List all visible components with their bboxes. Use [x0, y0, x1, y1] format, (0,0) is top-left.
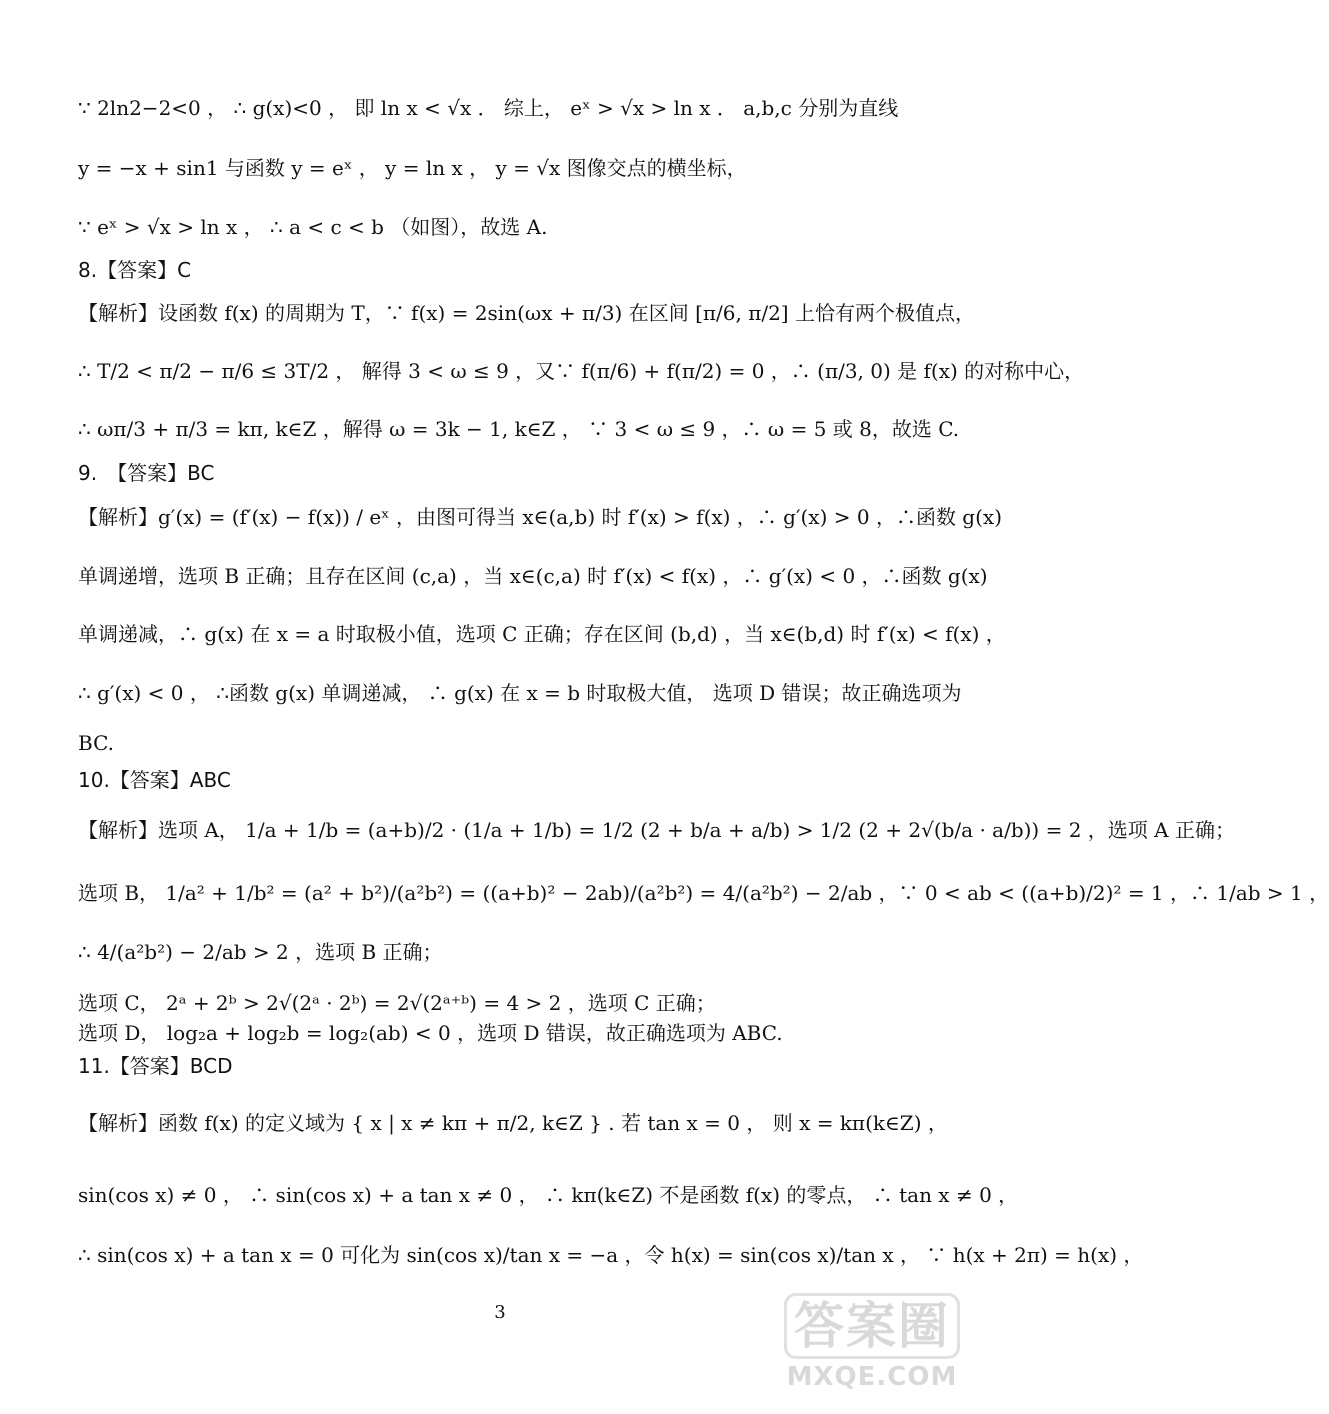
text-line-9: 【解析】g′(x) = (f′(x) − f(x)) / eˣ ，由图可得当 x∈(a,b) 时 f′(x) > f(x) ，∴ g′(x) > 0 ，∴函数 g(x) — [78, 505, 1002, 529]
text-line-12: ∴ g′(x) < 0 ， ∴函数 g(x) 单调递减， ∴ g(x) 在 x = b 时取极大值， 选项 D 错误；故正确选项为 — [78, 681, 962, 705]
text-line-10: 单调递增，选项 B 正确；且存在区间 (c,a) ，当 x∈(c,a) 时 f′(x) < f(x) ，∴ g′(x) < 0 ，∴函数 g(x) — [78, 564, 988, 588]
answer-heading-11: 11.【答案】BCD — [78, 1054, 233, 1078]
text-line-23: ∴ sin(cos x) + a tan x = 0 可化为 sin(cos x)/tan x = −a ，令 h(x) = sin(cos x)/tan x ， ∵ h(x + 2π) = h(x) ， — [78, 1243, 1144, 1267]
watermark-url: MXQE.COM — [786, 1362, 958, 1392]
text-line-21: 【解析】函数 f(x) 的定义域为 { x | x ≠ kπ + π/2, k∈Z } . 若 tan x = 0 ， 则 x = kπ(k∈Z) ， — [78, 1111, 948, 1135]
text-line-17: ∴ 4/(a²b²) − 2/ab > 2 ，选项 B 正确； — [78, 940, 443, 964]
text-line-5: 【解析】设函数 f(x) 的周期为 T，∵ f(x) = 2sin(ωx + π/3) 在区间 [π/6, π/2] 上恰有两个极值点， — [78, 301, 975, 325]
text-line-2: y = −x + sin1 与函数 y = eˣ ， y = ln x ， y = √x 图像交点的横坐标， — [78, 156, 747, 180]
answer-heading-8: 8.【答案】C — [78, 258, 192, 282]
text-line-18: 选项 C， 2ᵃ + 2ᵇ > 2√(2ᵃ · 2ᵇ) = 2√(2ᵃ⁺ᵇ) = 4 > 2 ，选项 C 正确； — [78, 991, 716, 1015]
watermark-logo — [772, 1293, 972, 1398]
watermark-logo-text: 答案圈 — [784, 1293, 960, 1359]
answer-heading-9: 9. 【答案】BC — [78, 461, 215, 485]
text-line-16: 选项 B， 1/a² + 1/b² = (a² + b²)/(a²b²) = ((a+b)² − 2ab)/(a²b²) = 4/(a²b²) − 2/ab ，∵ 0 < ab < ((a+b)/2)² = 1 ，∴ 1/ab > 1 ， — [78, 881, 1329, 905]
text-line-7: ∴ ωπ/3 + π/3 = kπ, k∈Z ，解得 ω = 3k − 1, k∈Z ， ∵ 3 < ω ≤ 9 ，∴ ω = 5 或 8，故选 C. — [78, 417, 960, 441]
text-line-13: BC. — [78, 731, 115, 755]
text-line-3: ∵ eˣ > √x > ln x ， ∴ a < c < b （如图），故选 A. — [78, 215, 548, 239]
text-line-6: ∴ T/2 < π/2 − π/6 ≤ 3T/2 ， 解得 3 < ω ≤ 9 ，又∵ f(π/6) + f(π/2) = 0 ，∴ (π/3, 0) 是 f(x) 的对称中心， — [78, 359, 1085, 383]
text-line-19: 选项 D， log₂a + log₂b = log₂(ab) < 0 ，选项 D 错误，故正确选项为 ABC. — [78, 1021, 783, 1045]
text-line-11: 单调递减，∴ g(x) 在 x = a 时取极小值，选项 C 正确；存在区间 (b,d) ，当 x∈(b,d) 时 f′(x) < f(x) ， — [78, 622, 1006, 646]
answer-heading-10: 10.【答案】ABC — [78, 768, 231, 792]
text-line-22: sin(cos x) ≠ 0 ， ∴ sin(cos x) + a tan x ≠ 0 ， ∴ kπ(k∈Z) 不是函数 f(x) 的零点， ∴ tan x ≠ 0 ， — [78, 1183, 1019, 1207]
text-line-1: ∵ 2ln2−2<0 ， ∴ g(x)<0 ， 即 ln x < √x ． 综上， eˣ > √x > ln x ． a,b,c 分别为直线 — [78, 96, 899, 120]
page-number: 3 — [494, 1302, 506, 1323]
text-line-15: 【解析】选项 A， 1/a + 1/b = (a+b)/2 · (1/a + 1/b) = 1/2 (2 + b/a + a/b) > 1/2 (2 + 2√(b/a · a/b)) = 2 ，选项 A 正确； — [78, 818, 1235, 842]
